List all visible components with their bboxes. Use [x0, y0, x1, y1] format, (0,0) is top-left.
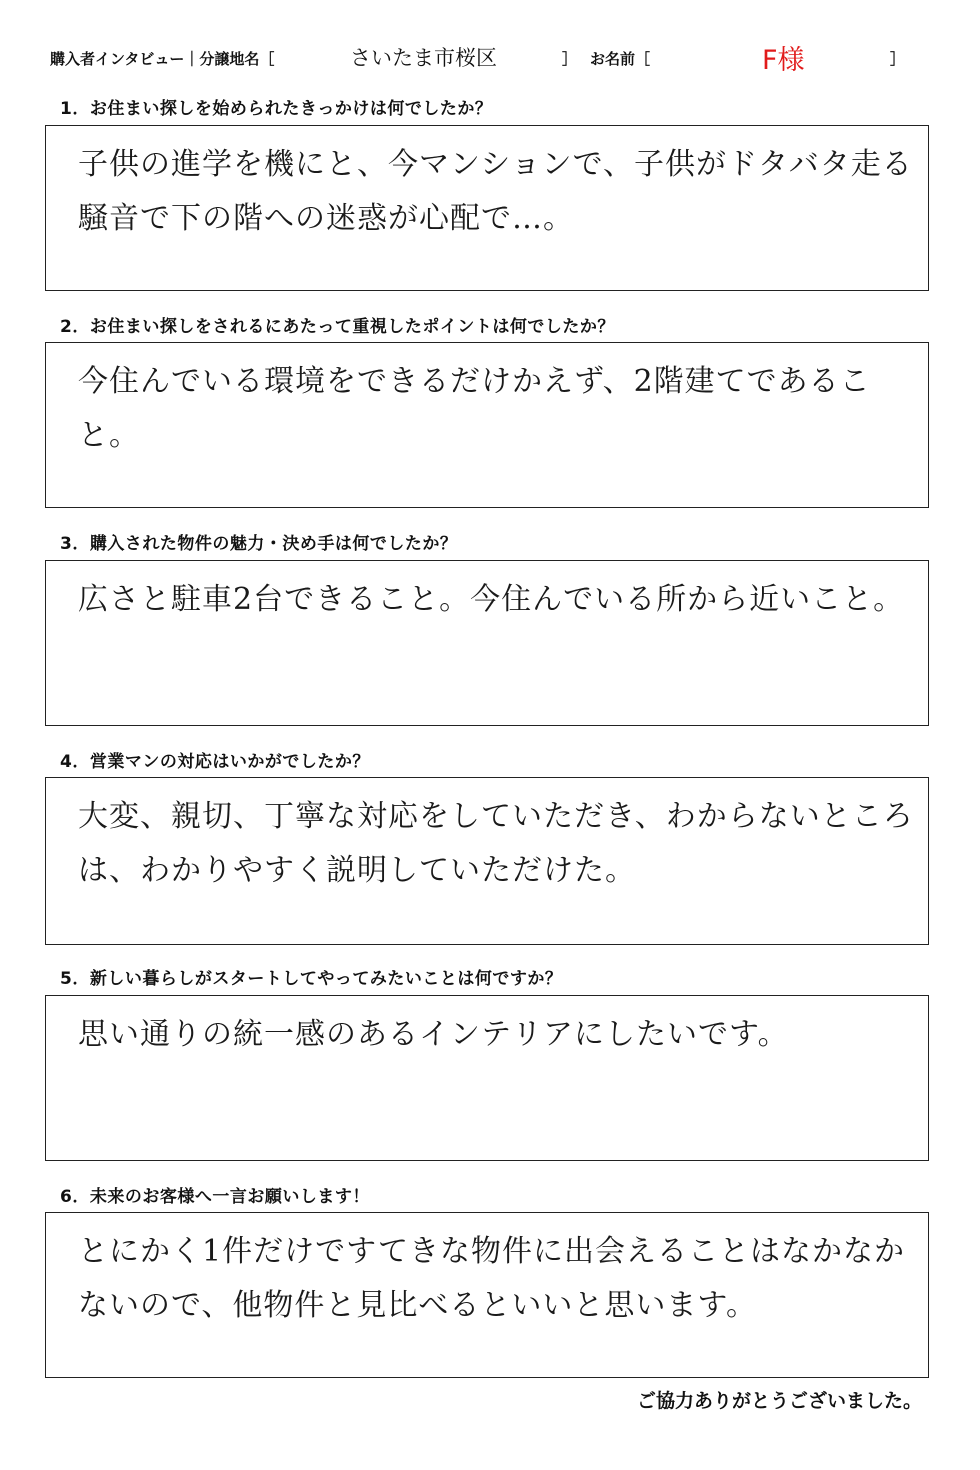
answer-3-text: 広さと駐車2台できること。今住んでいる所から近いこと。 — [78, 582, 905, 617]
answer-3-box — [45, 560, 929, 726]
question-5-title: 5．新しい暮らしがスタートしてやってみたいことは何ですか？ — [60, 969, 563, 989]
name-label: お名前［ — [590, 50, 651, 68]
interview-label: 購入者インタビュー｜分譲地名［ — [50, 50, 275, 68]
customer-name: F様 — [762, 45, 805, 76]
answer-5-box — [45, 995, 929, 1161]
answer-5-text: 思い通りの統一感のあるインテリアにしたいです。 — [78, 1017, 789, 1052]
question-4-title: 4．営業マンの対応はいかがでしたか？ — [60, 752, 370, 772]
area-bracket-close: ］ — [562, 50, 578, 68]
answer-6-box — [45, 1212, 929, 1378]
question-6-title: 6．未来のお客様へ一言お願いします！ — [60, 1187, 370, 1207]
name-bracket-close: ］ — [890, 50, 906, 68]
answer-1-box — [45, 125, 929, 291]
answer-2-text: 今住んでいる環境をできるだけかえず、2階建てであること。 — [78, 364, 871, 453]
question-2-title: 2．お住まい探しをされるにあたって重視したポイントは何でしたか？ — [60, 317, 615, 337]
answer-4-box — [45, 777, 929, 945]
answer-1-text: 子供の進学を機にと、今マンションで、子供がドタバタ走る騒音で下の階への迷惑が心配で…。 — [78, 147, 913, 236]
answer-6-text: とにかく1件だけですてきな物件に出会えることはなかなかないので、他物件と見比べるといいと思います。 — [78, 1234, 905, 1323]
answer-2-box — [45, 342, 929, 508]
interview-header — [50, 38, 920, 74]
question-1-title: 1．お住まい探しを始められたきっかけは何でしたか？ — [60, 99, 493, 119]
area-name: さいたま市桜区 — [350, 46, 497, 70]
answer-4-text: 大変、親切、丁寧な対応をしていただき、わからないところは、わかりやすく説明していただけた。 — [78, 799, 914, 888]
closing-message: ご協力ありがとうございました。 — [636, 1390, 922, 1412]
question-3-title: 3．購入された物件の魅力・決め手は何でしたか？ — [60, 534, 458, 554]
